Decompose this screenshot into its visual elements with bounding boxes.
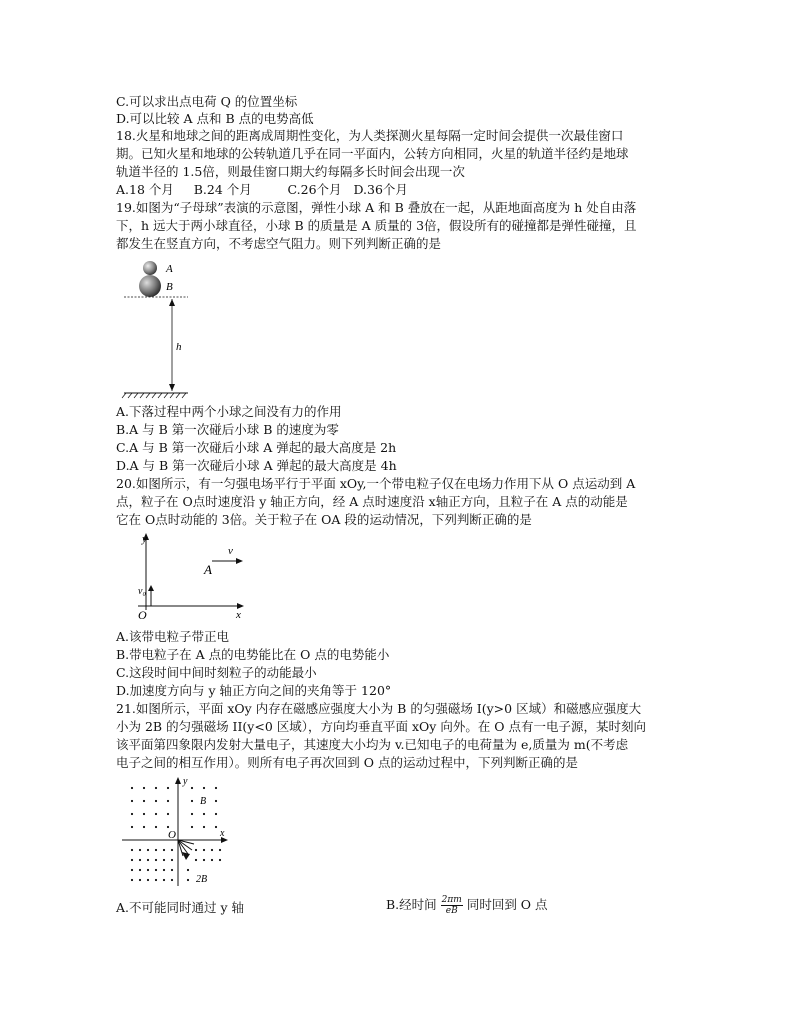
q19-stem-line3: 都发生在竖直方向，不考虑空气阻力。则下列判断正确的是 bbox=[116, 236, 442, 251]
q21-option-a: A.不可能同时通过 y 轴 bbox=[116, 900, 245, 915]
velocity-o-arrowhead bbox=[148, 585, 154, 591]
ball-a bbox=[143, 261, 157, 275]
q20-figure bbox=[116, 530, 256, 626]
height-arrow-top bbox=[169, 299, 175, 306]
q21-stem-line4: 电子之间的相互作用）。则所有电子再次回到 O 点的运动过程中，下列判断正确的是 bbox=[116, 755, 578, 770]
electron-velocity-arrowhead bbox=[182, 852, 190, 860]
label-b-field: B bbox=[200, 796, 207, 807]
label-v0: v₀ bbox=[138, 586, 146, 597]
q21-stem-line1: 21.如图所示，平面 xOy 内存在磁感应强度大小为 B 的匀强磁场 I(y>0 区域）和磁感应强度大 bbox=[116, 701, 642, 716]
q18-stem-line1: 18.火星和地球之间的距离成周期性变化，为人类探测火星每隔一定时间会提供一次最佳窗口 bbox=[116, 128, 624, 143]
label-a: A bbox=[166, 263, 173, 275]
ball-b bbox=[139, 275, 161, 297]
label-x: x bbox=[220, 828, 225, 839]
fraction-numerator: 2πm bbox=[441, 895, 462, 905]
q19-stem-line2: 下，h 远大于两小球直径，小球 B 的质量是 A 质量的 3倍，假设所有的碰撞都是弹性碰撞，且 bbox=[116, 218, 637, 233]
label-v: v bbox=[228, 545, 233, 557]
fraction-denominator: eB bbox=[445, 906, 458, 916]
q20-stem-line1: 20.如图所示，有一匀强电场平行于平面 xOy,一个带电粒子仅在电场力作用下从 O 点运动到 A bbox=[116, 476, 636, 491]
q21-stem-line3: 该平面第四象限内发射大量电子，其速度大小均为 v.已知电子的电荷量为 e,质量为 m(不考虑 bbox=[116, 737, 629, 752]
q18-options: A.18 个月 B.24 个月 C.26个月 D.36个月 bbox=[116, 182, 408, 197]
q20-stem-line2: 点，粒子在 O点时速度沿 y 轴正方向，经 A 点时速度沿 x轴正方向，且粒子在 A 点的动能是 bbox=[116, 494, 628, 509]
label-h: h bbox=[176, 341, 182, 353]
q20-stem-line3: 它在 O点时动能的 3倍。关于粒子在 OA 段的运动情况，下列判断正确的是 bbox=[116, 512, 532, 527]
q21-option-b-suffix: 同时回到 O 点 bbox=[466, 897, 548, 912]
q19-figure bbox=[116, 255, 196, 405]
q17-option-d: D.可以比较 A 点和 B 点的电势高低 bbox=[116, 111, 314, 126]
label-x: x bbox=[236, 609, 241, 621]
q18-stem-line2: 期。已知火星和地球的公转轨道几乎在同一平面内，公转方向相同，火星的轨道半径约是地球 bbox=[116, 146, 629, 161]
label-2b-field: 2B bbox=[196, 874, 208, 885]
q20-option-b: B.带电粒子在 A 点的电势能比在 O 点的电势能小 bbox=[116, 647, 390, 662]
q19-option-b: B.A 与 B 第一次碰后小球 B 的速度为零 bbox=[116, 422, 339, 437]
q19-stem-line1: 19.如图为“子母球”表演的示意图，弹性小球 A 和 B 叠放在一起，从距地面高度为 h 处自由落 bbox=[116, 200, 637, 215]
ground-hatching bbox=[122, 393, 186, 398]
label-y: y bbox=[183, 776, 188, 787]
q19-option-a: A.下落过程中两个小球之间没有力的作用 bbox=[116, 404, 342, 419]
origin-o: O bbox=[138, 608, 147, 622]
field-dots-upper bbox=[131, 787, 217, 828]
q20-option-d: D.加速度方向与 y 轴正方向之间的夹角等于 120° bbox=[116, 683, 392, 698]
y-axis-arrow bbox=[175, 777, 181, 784]
label-b: B bbox=[166, 281, 173, 293]
q20-option-c: C.这段时间中间时刻粒子的动能最小 bbox=[116, 665, 317, 680]
field-dots-lower bbox=[131, 849, 221, 881]
q21-stem-line2: 小为 2B 的匀强磁场 II(y<0 区域），方向均垂直平面 xOy 向外。在 O 点有一电子源，某时刻向 bbox=[116, 719, 647, 734]
q21-option-b-prefix: B.经时间 bbox=[386, 897, 437, 912]
q18-stem-line3: 轨道半径的 1.5倍，则最佳窗口期大约每隔多长时间会出现一次 bbox=[116, 164, 465, 179]
q19-option-c: C.A 与 B 第一次碰后小球 A 弹起的最大高度是 2h bbox=[116, 440, 397, 455]
velocity-a-arrowhead bbox=[236, 558, 243, 564]
q21-option-b bbox=[386, 895, 548, 916]
q17-option-c: C.可以求出点电荷 Q 的位置坐标 bbox=[116, 94, 298, 109]
point-a: A bbox=[204, 562, 212, 577]
origin-o: O bbox=[168, 829, 176, 841]
label-y: y bbox=[142, 533, 147, 545]
q19-option-d: D.A 与 B 第一次碰后小球 A 弹起的最大高度是 4h bbox=[116, 458, 397, 473]
q20-option-a: A.该带电粒子带正电 bbox=[116, 629, 230, 644]
height-arrow-bottom bbox=[169, 384, 175, 391]
q21-figure bbox=[116, 774, 236, 892]
time-fraction bbox=[441, 895, 463, 916]
